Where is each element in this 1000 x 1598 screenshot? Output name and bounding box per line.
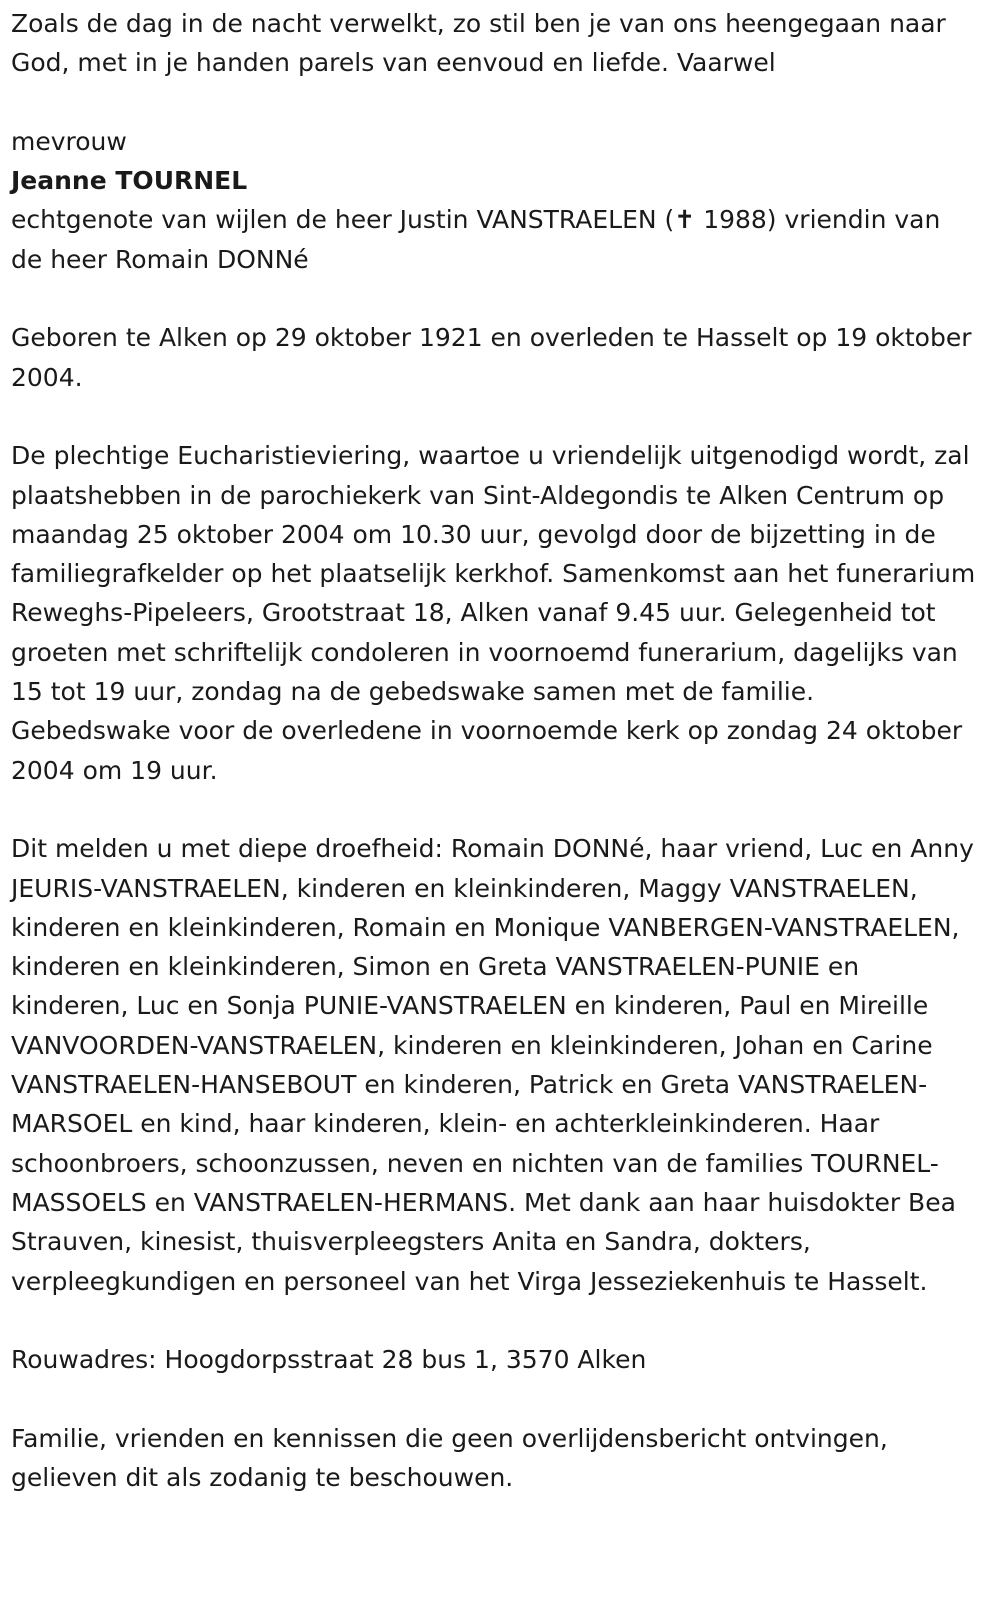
relation-line: echtgenote van wijlen de heer Justin VANSTRAELEN (✝ 1988) vriendin van de heer Romain DONNé [11, 205, 941, 274]
opening-verse: Zoals de dag in de nacht verwelkt, zo stil ben je van ons heengegaan naar God, met in je handen parels van eenvoud en liefde. Vaarwel [11, 9, 946, 78]
deceased-name: Jeanne TOURNEL [11, 166, 248, 196]
closing-paragraph: Familie, vrienden en kennissen die geen overlijdensbericht ontvingen, gelieven dit als zodanig te beschouwen. [11, 1423, 888, 1492]
mourning-address: Rouwadres: Hoogdorpsstraat 28 bus 1, 3570 Alken [11, 1345, 647, 1375]
announcement-paragraph: Dit melden u met diepe droefheid: Romain DONNé, haar vriend, Luc en Anny JEURIS-VANSTRAELEN, kinderen en kleinkinderen, Maggy VANSTRAELEN, kinderen en kleinkinderen, Romain en Monique VANBERGEN-VANSTRAELEN, kinderen en kleinkinderen, Simon en Greta VANSTRAELEN-PUNIE en kinderen, Luc en Sonja PUNIE-VANSTRAELEN en kinderen, Paul en Mireille VANVOORDEN-VANSTRAELEN, kinderen en kleinkinderen, Johan en Carine VANSTRAELEN-HANSEBOUT en kinderen, Patrick en Greta VANSTRAELEN-MARSOEL en kind, haar kinderen, klein- en achterkleinkinderen. Haar schoonbroers, schoonzussen, neven en nichten van de families TOURNEL-MASSOELS en VANSTRAELEN-HERMANS. Met dank aan haar huisdokter Bea Strauven, kinesist, thuisverpleegsters Anita en Sandra, dokters, verpleegkundigen en personeel van het Virga Jesseziekenhuis te Hasselt. [11, 834, 974, 1296]
honorific: mevrouw [11, 126, 127, 156]
birth-death-paragraph: Geboren te Alken op 29 oktober 1921 en overleden te Hasselt op 19 oktober 2004. [11, 323, 972, 392]
ceremony-paragraph: De plechtige Eucharistieviering, waartoe u vriendelijk uitgenodigd wordt, zal plaatshebben in de parochiekerk van Sint-Aldegondis te Alken Centrum op maandag 25 oktober 2004 om 10.30 uur, gevolgd door de bijzetting in de familiegrafkelder op het plaatselijk kerkhof. Samenkomst aan het funerarium Reweghs-Pipeleers, Grootstraat 18, Alken vanaf 9.45 uur. Gelegenheid tot groeten met schriftelijk condoleren in voornoemd funerarium, dagelijks van 15 tot 19 uur, zondag na de gebedswake samen met de familie. Gebedswake voor de overledene in voornoemde kerk op zondag 24 oktober 2004 om 19 uur. [11, 441, 976, 785]
